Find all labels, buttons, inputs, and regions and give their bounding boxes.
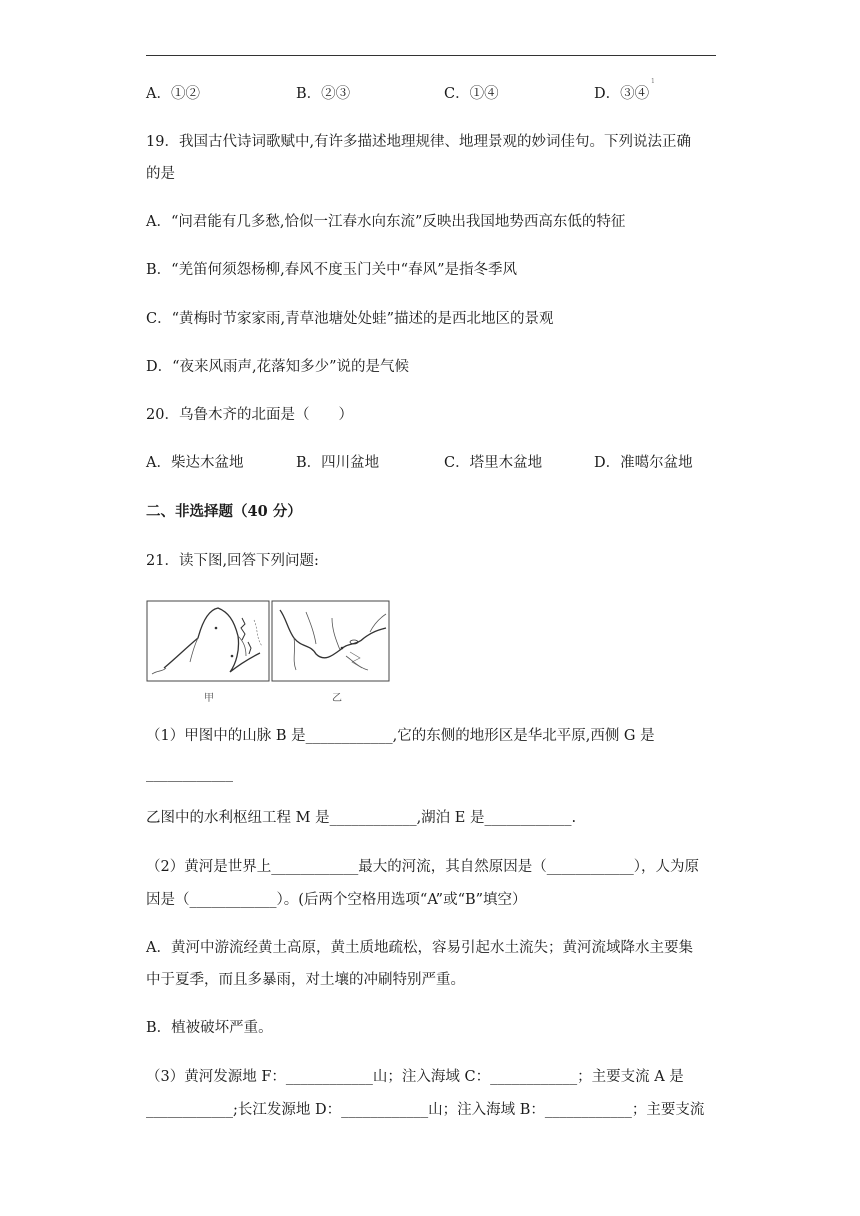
q20-stem: 20．乌鲁木齐的北面是（ ） <box>146 407 353 423</box>
q20-option-b[interactable]: B．四川盆地 <box>296 455 380 471</box>
q21-part1-blank[interactable]: ____________ <box>146 766 233 782</box>
section-title: 二、非选择题（40 分） <box>146 503 302 520</box>
q21-part1-line1: （1）甲图中的山脉 B 是____________,它的东侧的地形区是华北平原,西侧 G 是 <box>146 728 655 744</box>
q20-option-d[interactable]: D．准噶尔盆地 <box>594 455 693 471</box>
q18-option-b[interactable]: B．②③ <box>296 86 351 102</box>
q19-option-a[interactable]: A．“问君能有几多愁,恰似一江春水向东流”反映出我国地势西高东低的特征 <box>146 214 626 230</box>
q21-part2-line1: （2）黄河是世界上____________最大的河流，其自然原因是（____________），人为原 <box>146 859 699 875</box>
q18-mark: 1 <box>651 78 655 85</box>
figure-label-left: 甲 <box>204 693 214 704</box>
header-rule <box>146 55 716 56</box>
figure-label-right: 乙 <box>332 693 342 704</box>
q18-option-c[interactable]: C．①④ <box>444 86 499 102</box>
q19-stem-line2: 的是 <box>146 166 175 182</box>
q21-option-a-line2: 中于夏季，而且多暴雨，对土壤的冲刷特别严重。 <box>146 972 465 988</box>
river-maps-image <box>146 598 392 708</box>
q21-part1-line3: 乙图中的水利枢纽工程 M 是____________,湖泊 E 是____________. <box>146 810 577 826</box>
q20-option-a[interactable]: A．柴达木盆地 <box>146 455 244 471</box>
q19-option-c[interactable]: C．“黄梅时节家家雨,青草池塘处处蛙”描述的是西北地区的景观 <box>146 311 554 327</box>
q21-figure <box>146 598 392 708</box>
q19-option-d[interactable]: D．“夜来风雨声,花落知多少”说的是气候 <box>146 359 410 375</box>
q21-part2-line2: 因是（____________）。(后两个空格用选项“A”或“B”填空） <box>146 892 527 908</box>
q21-stem: 21．读下图,回答下列问题: <box>146 553 319 569</box>
q21-part3-line2: ____________;长江发源地 D：____________山；注入海域 B：____________；主要支流 <box>146 1102 705 1118</box>
q18-option-a[interactable]: A．①② <box>146 86 200 102</box>
q20-option-c[interactable]: C．塔里木盆地 <box>444 455 543 471</box>
q21-option-b: B．植被破坏严重。 <box>146 1020 273 1036</box>
q19-stem-line1: 19．我国古代诗词歌赋中,有许多描述地理规律、地理景观的妙词佳句。下列说法正确 <box>146 134 692 150</box>
q18-option-d[interactable]: D．③④ <box>594 86 650 102</box>
q19-option-b[interactable]: B．“羌笛何须怨杨柳,春风不度玉门关中“春风”是指冬季风 <box>146 262 518 278</box>
q21-option-a-line1: A．黄河中游流经黄土高原，黄土质地疏松，容易引起水土流失；黄河流域降水主要集 <box>146 940 693 956</box>
q21-part3-line1: （3）黄河发源地 F：____________山；注入海域 C：____________；主要支流 A 是 <box>146 1069 684 1085</box>
